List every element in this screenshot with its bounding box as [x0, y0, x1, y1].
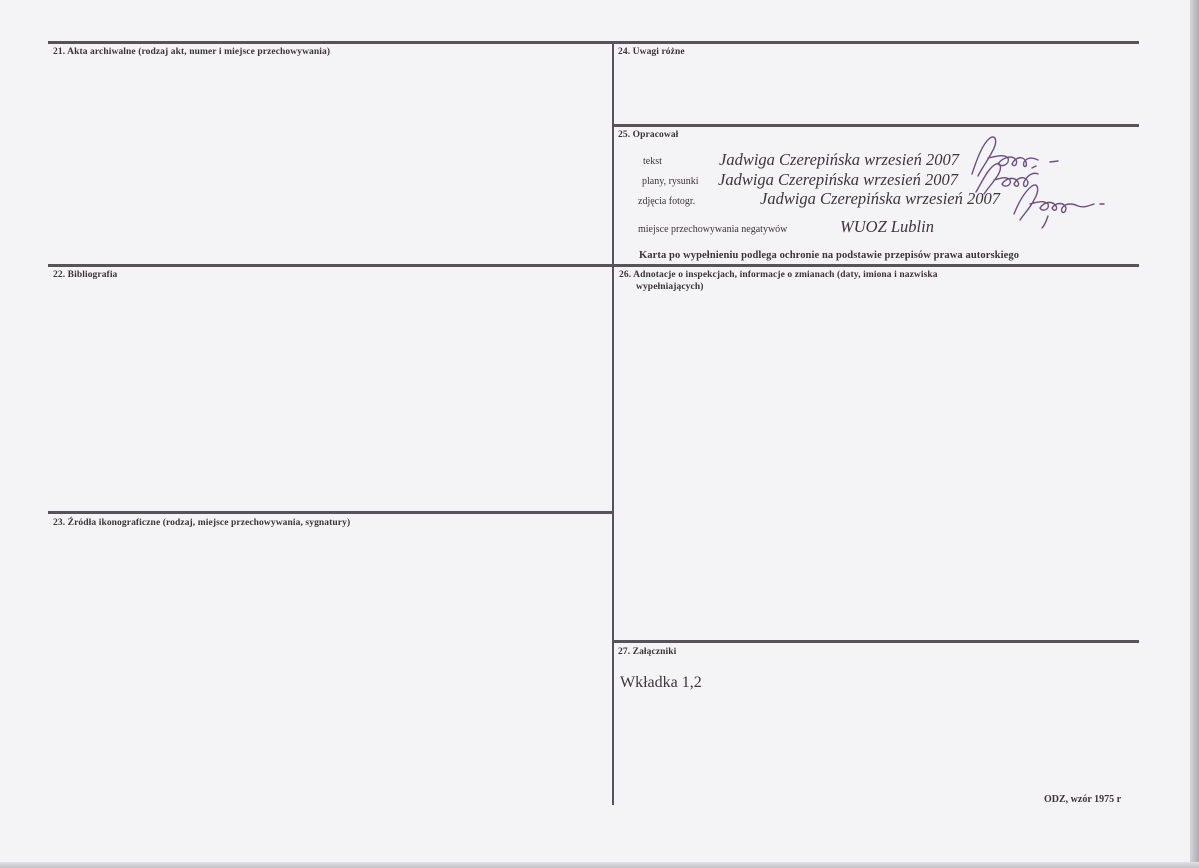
- plany-label: plany, rysunki: [642, 176, 699, 187]
- section-21-heading: 21. Akta archiwalne (rodzaj akt, numer i miejsce przechowywania): [53, 47, 331, 57]
- plany-value: Jadwiga Czerepińska wrzesień 2007: [718, 170, 958, 189]
- scan-edge-right: [1190, 0, 1199, 868]
- zdjecia-value: Jadwiga Czerepińska wrzesień 2007: [760, 189, 1000, 208]
- tekst-label: tekst: [643, 156, 662, 167]
- section-26-heading: 26. Adnotacje o inspekcjach, informacje o zmianach (daty, imiona i nazwiska: [619, 270, 938, 280]
- section-27-heading: 27. Załączniki: [618, 647, 677, 657]
- tekst-value: Jadwiga Czerepińska wrzesień 2007: [719, 150, 959, 169]
- signature-3: [1008, 178, 1118, 230]
- rule-after-21-25: [48, 264, 1139, 267]
- section-24-heading: 24. Uwagi różne: [618, 47, 685, 57]
- section-26-heading-cont: wypełniających): [636, 282, 704, 292]
- rule-after-24: [613, 124, 1139, 127]
- negatywy-value: WUOZ Lublin: [840, 217, 934, 236]
- center-divider: [612, 41, 614, 805]
- negatywy-label: miejsce przechowywania negatywów: [638, 224, 788, 235]
- rule-after-26: [613, 640, 1139, 643]
- zdjecia-label: zdjęcia fotogr.: [638, 196, 696, 207]
- form-footer: ODZ, wzór 1975 r: [1044, 794, 1122, 805]
- copyright-note: Karta po wypełnieniu podlega ochronie na podstawie przepisów prawa autorskiego: [639, 250, 1020, 261]
- section-25-heading: 25. Opracował: [618, 130, 679, 140]
- section-22-heading: 22. Bibliografia: [53, 270, 118, 280]
- top-rule: [48, 41, 1139, 44]
- scan-edge-bottom: [0, 862, 1199, 868]
- section-23-heading: 23. Źródła ikonograficzne (rodzaj, miejsce przechowywania, sygnatury): [53, 518, 351, 528]
- rule-after-22: [48, 511, 613, 514]
- zalaczniki-value: Wkładka 1,2: [620, 674, 702, 691]
